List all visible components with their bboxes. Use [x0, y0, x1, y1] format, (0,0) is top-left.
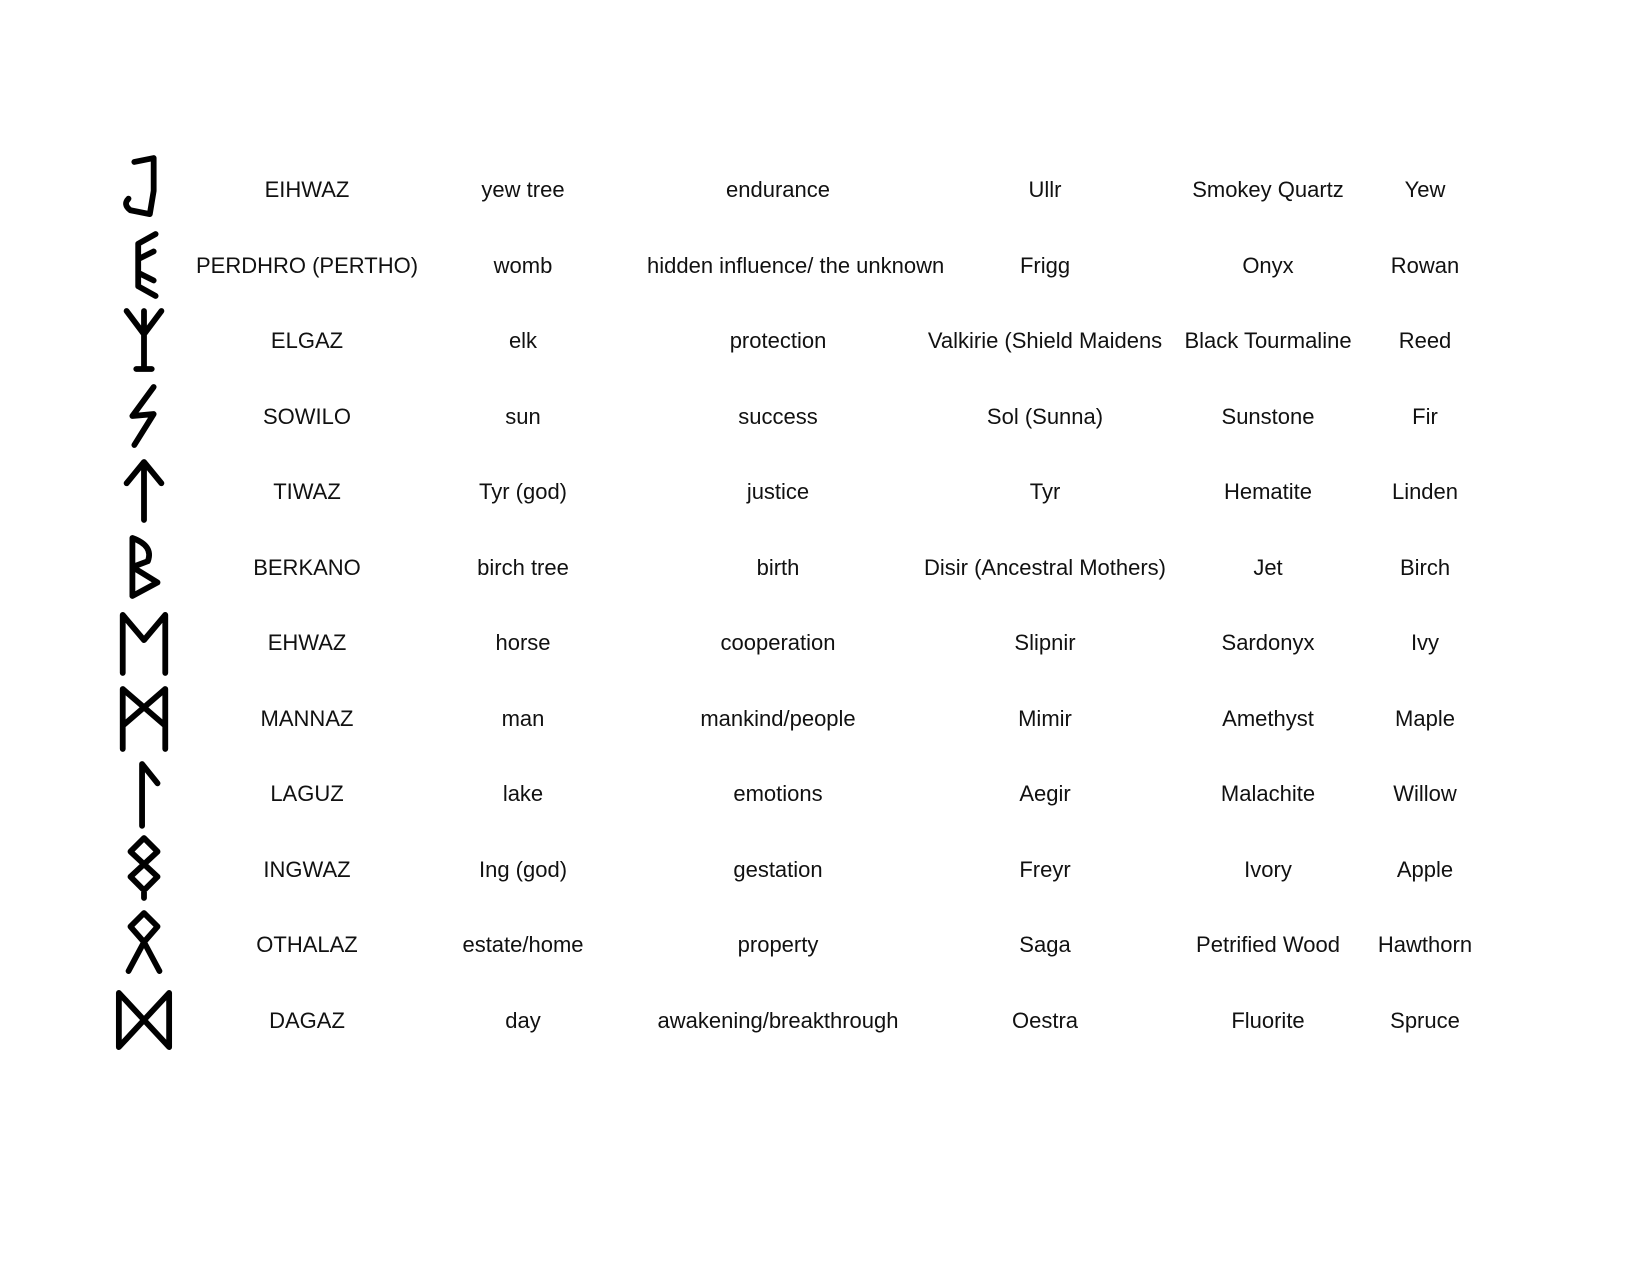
rune-deity-cell: Valkirie (Shield Maidens	[927, 328, 1163, 353]
rune-tree-cell: Hawthorn	[1377, 932, 1473, 957]
rune-tree-cell: Fir	[1412, 403, 1438, 429]
laguz-rune-icon	[115, 758, 173, 828]
berkano-rune-icon	[115, 532, 173, 602]
rune-name-cell: DAGAZ	[269, 1007, 345, 1033]
rune-tree-cell: Maple	[1395, 705, 1455, 731]
rune-name-cell: EIHWAZ	[264, 177, 350, 202]
table-row	[115, 907, 1515, 983]
rune-glyph-cell	[115, 152, 173, 228]
othalaz-rune-icon	[115, 909, 173, 979]
rune-stone-cell: Sardonyx	[1221, 630, 1315, 655]
rune-stone-cell: Onyx	[1242, 252, 1294, 278]
rune-tree-cell: Rowan	[1390, 252, 1460, 278]
eihwaz-rune-icon	[115, 154, 173, 224]
rune-concept-cell: endurance	[726, 177, 830, 202]
rune-stone-cell: Hematite	[1223, 479, 1313, 504]
rune-deity-cell: Frigg	[1019, 252, 1071, 278]
rune-tree-cell: Linden	[1391, 479, 1459, 504]
rune-glyph-cell	[115, 756, 173, 832]
rune-concept-cell: mankind/people	[700, 705, 856, 731]
rune-table	[115, 152, 1515, 1058]
rune-concept-cell: emotions	[733, 781, 823, 806]
mannaz-rune-icon	[115, 683, 173, 753]
rune-stone-cell: Malachite	[1220, 781, 1316, 806]
rune-meaning-cell: birch tree	[477, 554, 569, 580]
rune-deity-cell: Freyr	[1019, 856, 1071, 882]
perdhro-rune-icon	[115, 230, 173, 300]
rune-meaning-cell: Ing (god)	[478, 856, 568, 882]
rune-meaning-cell: elk	[508, 328, 538, 353]
rune-deity-cell: Oestra	[1011, 1007, 1079, 1033]
table-row	[115, 152, 1515, 228]
table-row	[115, 681, 1515, 757]
rune-name-cell: LAGUZ	[270, 781, 344, 806]
rune-concept-cell: birth	[756, 554, 800, 580]
table-row	[115, 983, 1515, 1059]
rune-name-cell: TIWAZ	[273, 479, 341, 504]
sowilo-rune-icon	[115, 381, 173, 451]
rune-deity-cell: Aegir	[1019, 781, 1071, 806]
rune-meaning-cell: yew tree	[481, 177, 565, 202]
rune-glyph-cell	[115, 605, 173, 681]
rune-tree-cell: Reed	[1398, 328, 1452, 353]
rune-stone-cell: Jet	[1253, 554, 1283, 580]
tiwaz-rune-icon	[115, 456, 173, 526]
rune-stone-cell: Petrified Wood	[1196, 932, 1340, 957]
rune-tree-cell: Birch	[1399, 554, 1451, 580]
table-row	[115, 228, 1515, 304]
elgaz-rune-icon	[115, 305, 173, 375]
rune-meaning-cell: womb	[493, 252, 553, 278]
rune-glyph-cell	[115, 681, 173, 757]
rune-concept-cell: property	[737, 932, 819, 957]
rune-tree-cell: Ivy	[1410, 630, 1440, 655]
table-row	[115, 832, 1515, 908]
rune-meaning-cell: man	[501, 705, 545, 731]
rune-name-cell: OTHALAZ	[256, 932, 358, 957]
ingwaz-rune-icon	[115, 834, 173, 904]
rune-name-cell: MANNAZ	[260, 705, 354, 731]
rune-concept-cell: cooperation	[720, 630, 836, 655]
table-row	[115, 530, 1515, 606]
table-row	[115, 605, 1515, 681]
dagaz-rune-icon	[115, 985, 173, 1055]
rune-deity-cell: Tyr	[1029, 479, 1061, 504]
rune-stone-cell: Black Tourmaline	[1184, 328, 1352, 353]
rune-meaning-cell: day	[505, 1007, 541, 1033]
table-row	[115, 379, 1515, 455]
rune-deity-cell: Sol (Sunna)	[986, 403, 1104, 429]
rune-name-cell: EHWAZ	[267, 630, 347, 655]
table-row	[115, 756, 1515, 832]
rune-meaning-cell: estate/home	[462, 932, 584, 957]
rune-stone-cell: Ivory	[1244, 856, 1292, 882]
rune-glyph-cell	[115, 303, 173, 379]
rune-stone-cell: Sunstone	[1221, 403, 1315, 429]
table-row	[115, 454, 1515, 530]
rune-meaning-cell: lake	[502, 781, 544, 806]
rune-deity-cell: Slipnir	[1014, 630, 1076, 655]
rune-deity-cell: Mimir	[1018, 705, 1072, 731]
rune-concept-cell: awakening/breakthrough	[657, 1007, 899, 1033]
rune-deity-cell: Saga	[1019, 932, 1071, 957]
table-row	[115, 303, 1515, 379]
rune-tree-cell: Yew	[1404, 177, 1446, 202]
rune-glyph-cell	[115, 983, 173, 1059]
rune-glyph-cell	[115, 379, 173, 455]
rune-name-cell: SOWILO	[262, 403, 351, 429]
rune-glyph-cell	[115, 228, 173, 304]
rune-deity-cell: Disir (Ancestral Mothers)	[923, 554, 1167, 580]
rune-stone-cell: Amethyst	[1222, 705, 1314, 731]
rune-tree-cell: Spruce	[1390, 1007, 1460, 1033]
rune-concept-cell: hidden influence/ the unknown	[647, 252, 945, 278]
rune-glyph-cell	[115, 907, 173, 983]
rune-glyph-cell	[115, 454, 173, 530]
rune-concept-cell: gestation	[733, 856, 823, 882]
ehwaz-rune-icon	[115, 607, 173, 677]
rune-glyph-cell	[115, 832, 173, 908]
rune-concept-cell: protection	[729, 328, 827, 353]
rune-tree-cell: Apple	[1396, 856, 1454, 882]
rune-name-cell: PERDHRO (PERTHO)	[195, 252, 419, 278]
rune-meaning-cell: Tyr (god)	[478, 479, 568, 504]
rune-concept-cell: success	[738, 403, 818, 429]
rune-glyph-cell	[115, 530, 173, 606]
rune-deity-cell: Ullr	[1028, 177, 1062, 202]
rune-stone-cell: Fluorite	[1231, 1007, 1305, 1033]
rune-concept-cell: justice	[746, 479, 810, 504]
rune-tree-cell: Willow	[1393, 781, 1457, 806]
rune-name-cell: BERKANO	[253, 554, 361, 580]
rune-meaning-cell: sun	[505, 403, 541, 429]
rune-name-cell: ELGAZ	[270, 328, 344, 353]
rune-meaning-cell: horse	[495, 630, 551, 655]
rune-name-cell: INGWAZ	[263, 856, 351, 882]
rune-stone-cell: Smokey Quartz	[1192, 177, 1344, 202]
